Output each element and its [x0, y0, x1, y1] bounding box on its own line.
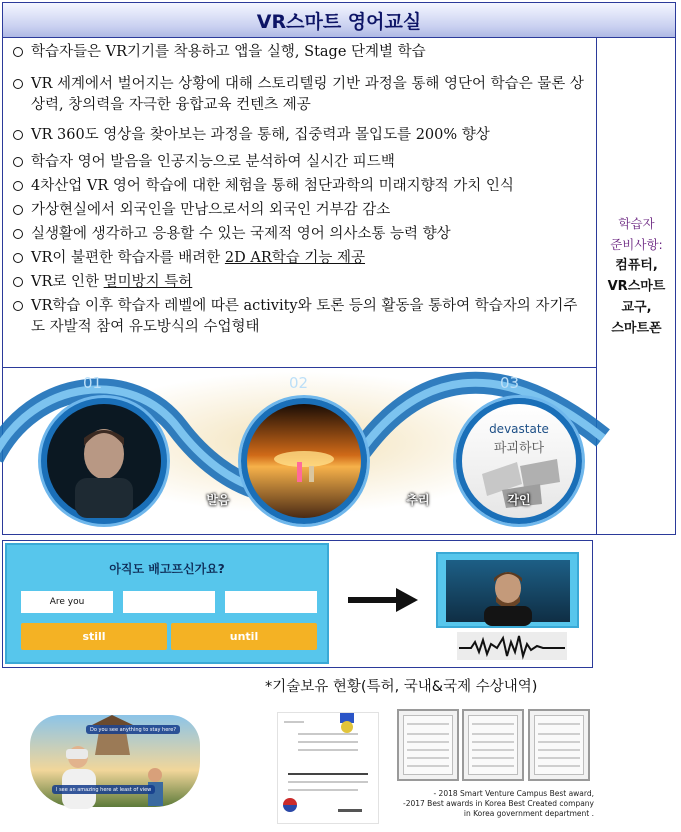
arrow-right-icon	[348, 588, 418, 612]
step-number: 03	[500, 374, 520, 392]
learning-steps-banner	[3, 368, 596, 534]
award-certificate-2	[462, 709, 524, 781]
feature-item: VR로 인한 멀미방지 특허	[11, 272, 591, 293]
learner-requirements	[597, 213, 676, 339]
requirements-label: 학습자	[618, 216, 655, 231]
requirements-label: 준비사항:	[610, 237, 663, 252]
patent-certificate-image	[277, 712, 379, 824]
requirement-item: 교구,	[621, 300, 652, 315]
page-title-text: VR스마트 영어교실	[256, 10, 422, 33]
feature-item: VR학습 이후 학습자 레벨에 따른 activity와 토론 등의 활동을 통하여 학습자의 자기주도 자발적 참여 유도방식의 수업형태	[11, 296, 591, 338]
vocab-word-en: devastate	[489, 422, 549, 436]
quiz-demo-box	[2, 540, 593, 668]
step-number: 01	[83, 374, 103, 392]
voice-waveform-icon	[457, 632, 567, 660]
feature-item: 실생활에 생각하고 응용할 수 있는 국제적 영어 의사소통 능력 향상	[11, 224, 591, 245]
quiz-blank	[225, 591, 317, 613]
tutor-video	[446, 560, 570, 622]
step-number: 02	[289, 374, 309, 392]
award-line: -2017 Best awards in Korea Best Created company	[403, 799, 594, 808]
quiz-blank: Are you	[21, 591, 113, 613]
awards-list	[384, 789, 594, 819]
tech-holdings-title: *기술보유 현황(특허, 국내&국제 수상내역)	[265, 679, 538, 695]
page-title	[2, 2, 676, 38]
vocab-word-ko: 파괴하다	[493, 441, 545, 456]
vr-headset-scene-image	[30, 715, 200, 807]
vr-dialogue-bubble: I see an amazing here at least of view	[52, 785, 155, 794]
step-caption: 각인	[507, 493, 531, 507]
award-certificate-3	[528, 709, 590, 781]
answer-button-until[interactable]: until	[171, 623, 317, 650]
quiz-panel	[5, 543, 329, 664]
feature-item: 4차산업 VR 영어 학습에 대한 체험을 통해 첨단과학의 미래지향적 가치 인식	[11, 176, 591, 197]
award-line: - 2018 Smart Venture Campus Best award,	[433, 789, 594, 798]
vr-dialogue-bubble: Do you see anything to stay here?	[86, 725, 180, 734]
feature-item: VR이 불편한 학습자를 배려한 2D AR학습 기능 제공	[11, 248, 591, 269]
seal-icon	[278, 713, 378, 823]
feature-item: 가상현실에서 외국인을 만남으로서의 외국인 거부감 감소	[11, 200, 591, 221]
quiz-blank	[123, 591, 215, 613]
answer-button-still[interactable]: still	[21, 623, 167, 650]
requirement-item: 스마트폰	[611, 321, 662, 336]
step-caption: 추리	[406, 493, 430, 507]
requirement-item: VR스마트	[607, 279, 666, 294]
step-caption: 발음	[206, 493, 230, 507]
feature-item: VR 세계에서 벌어지는 상황에 대해 스토리텔링 기반 과정을 통해 영단어 학습은 물론 상상력, 창의력을 자극한 융합교육 컨텐츠 제공	[11, 74, 591, 116]
step-imprint	[456, 398, 582, 524]
main-content-box	[2, 38, 676, 535]
feature-item: 학습자들은 VR기기를 착용하고 앱을 실행, Stage 단계별 학습	[11, 42, 591, 63]
avatar-face-image	[47, 404, 161, 518]
requirement-item: 컴퓨터,	[615, 258, 658, 273]
fire-scene-image	[247, 404, 361, 518]
feature-item: VR 360도 영상을 찾아보는 과정을 통해, 집중력과 몰입도를 200% 향상	[11, 125, 591, 146]
tutor-video-panel	[436, 552, 579, 628]
feature-item: 학습자 영어 발음을 인공지능으로 분석하여 실시간 피드백	[11, 152, 591, 173]
step-reasoning	[241, 398, 430, 524]
tutor-face-image	[446, 560, 570, 622]
award-certificate-1	[397, 709, 459, 781]
quiz-question: 아직도 배고프신가요?	[109, 562, 225, 576]
feature-list	[11, 42, 591, 338]
award-line: in Korea government department .	[463, 809, 594, 818]
step-pronunciation	[41, 398, 230, 524]
